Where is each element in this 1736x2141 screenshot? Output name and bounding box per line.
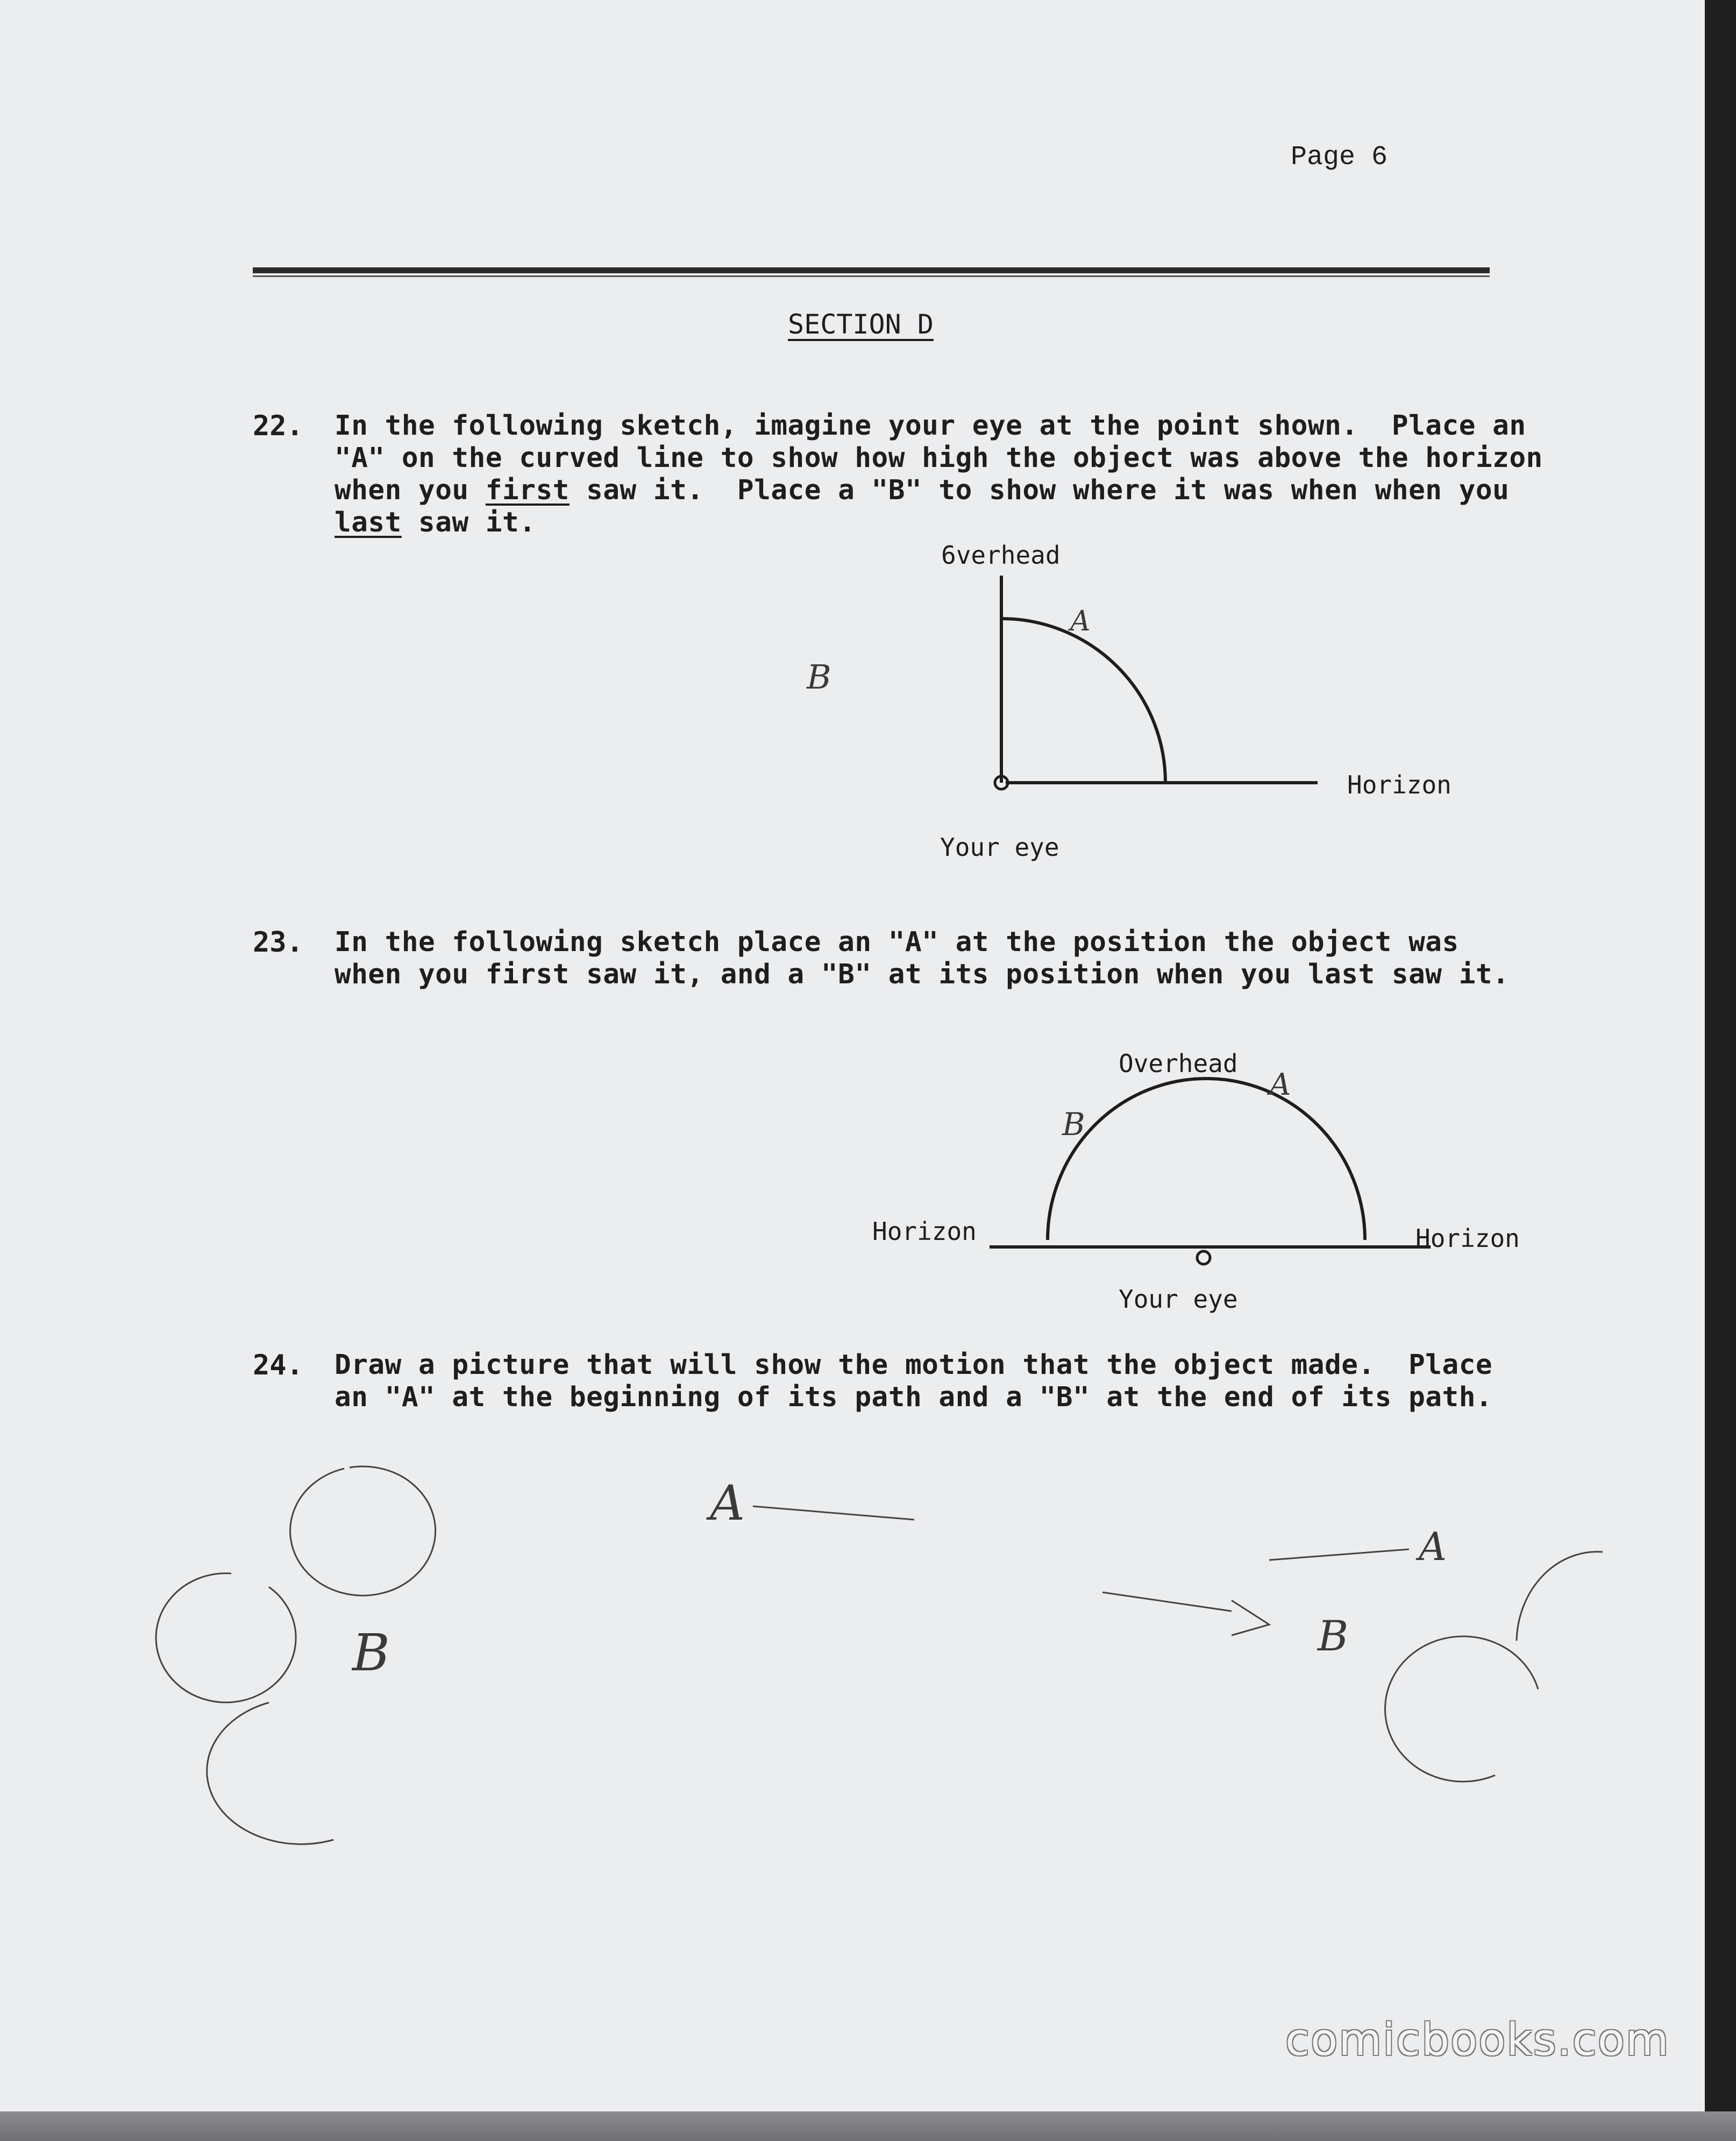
question-23-number: 23. [253, 926, 303, 959]
q22-line4-post: saw it. [401, 507, 536, 538]
q24-circle-upper-left [290, 1466, 436, 1596]
q22-word-first: first [485, 474, 570, 506]
q24-arc-upper-right [1517, 1552, 1603, 1641]
q24-handwritten-b-left: B [352, 1624, 390, 1683]
q23-overhead-label: Overhead [1119, 1049, 1238, 1078]
q24-arc-lower-left [207, 1703, 333, 1844]
q22-handwritten-a: A [1070, 605, 1091, 637]
q24-handwritten-a-left: A [710, 1475, 745, 1532]
q22-horizon-label: Horizon [1347, 770, 1452, 799]
q22-sketch [995, 576, 1318, 789]
question-22-line-1: In the following sketch, imagine your eye at the point shown. Place an [335, 410, 1526, 442]
question-23-line-2: when you first saw it, and a "B" at its position when you last saw it. [335, 959, 1510, 990]
q22-overhead-label: 6verhead [941, 541, 1061, 570]
q24-path-line-right [1269, 1549, 1409, 1560]
q23-horizon-left-label: Horizon [872, 1217, 977, 1246]
question-24-line-2: an "A" at the beginning of its path and a "B" at the end of its path. [335, 1381, 1493, 1413]
q24-motion-line [1102, 1592, 1232, 1611]
q24-circle-mid-left [156, 1573, 296, 1703]
q24-handwritten-a-right: A [1419, 1524, 1447, 1569]
q22-word-last: last [335, 507, 402, 538]
q23-horizon-right-label: Horizon [1415, 1224, 1520, 1253]
question-24-number: 24. [253, 1349, 303, 1381]
q24-path-line-left [753, 1506, 914, 1520]
q23-handwritten-a: A [1269, 1067, 1291, 1102]
q23-eye-point [1197, 1251, 1210, 1264]
page-number: Page 6 [1291, 142, 1388, 173]
q23-handwritten-b: B [1062, 1106, 1085, 1143]
q22-line3-post: saw it. Place a "B" to show where it was when when you [569, 474, 1510, 506]
question-23-line-1: In the following sketch place an "A" at the position the object was [335, 926, 1459, 958]
q24-circle-lower-right [1385, 1636, 1538, 1782]
q22-arc [1001, 619, 1165, 783]
q23-eye-label: Your eye [1119, 1285, 1238, 1314]
q22-handwritten-b: B [807, 657, 831, 697]
watermark: comicbooks.com [1285, 2015, 1670, 2066]
section-title: SECTION D [788, 309, 934, 340]
q23-sketch [990, 1079, 1431, 1264]
question-22-number: 22. [253, 410, 303, 442]
q22-eye-label: Your eye [940, 833, 1059, 862]
q22-line3-pre: when you [335, 474, 486, 506]
question-22-line-2: "A" on the curved line to show how high the object was above the horizon [335, 442, 1543, 474]
q24-arrowhead [1232, 1600, 1269, 1635]
question-24-line-1: Draw a picture that will show the motion that the object made. Place [335, 1349, 1493, 1381]
q23-arc [1048, 1079, 1365, 1240]
q24-handwritten-b-right: B [1318, 1612, 1349, 1661]
